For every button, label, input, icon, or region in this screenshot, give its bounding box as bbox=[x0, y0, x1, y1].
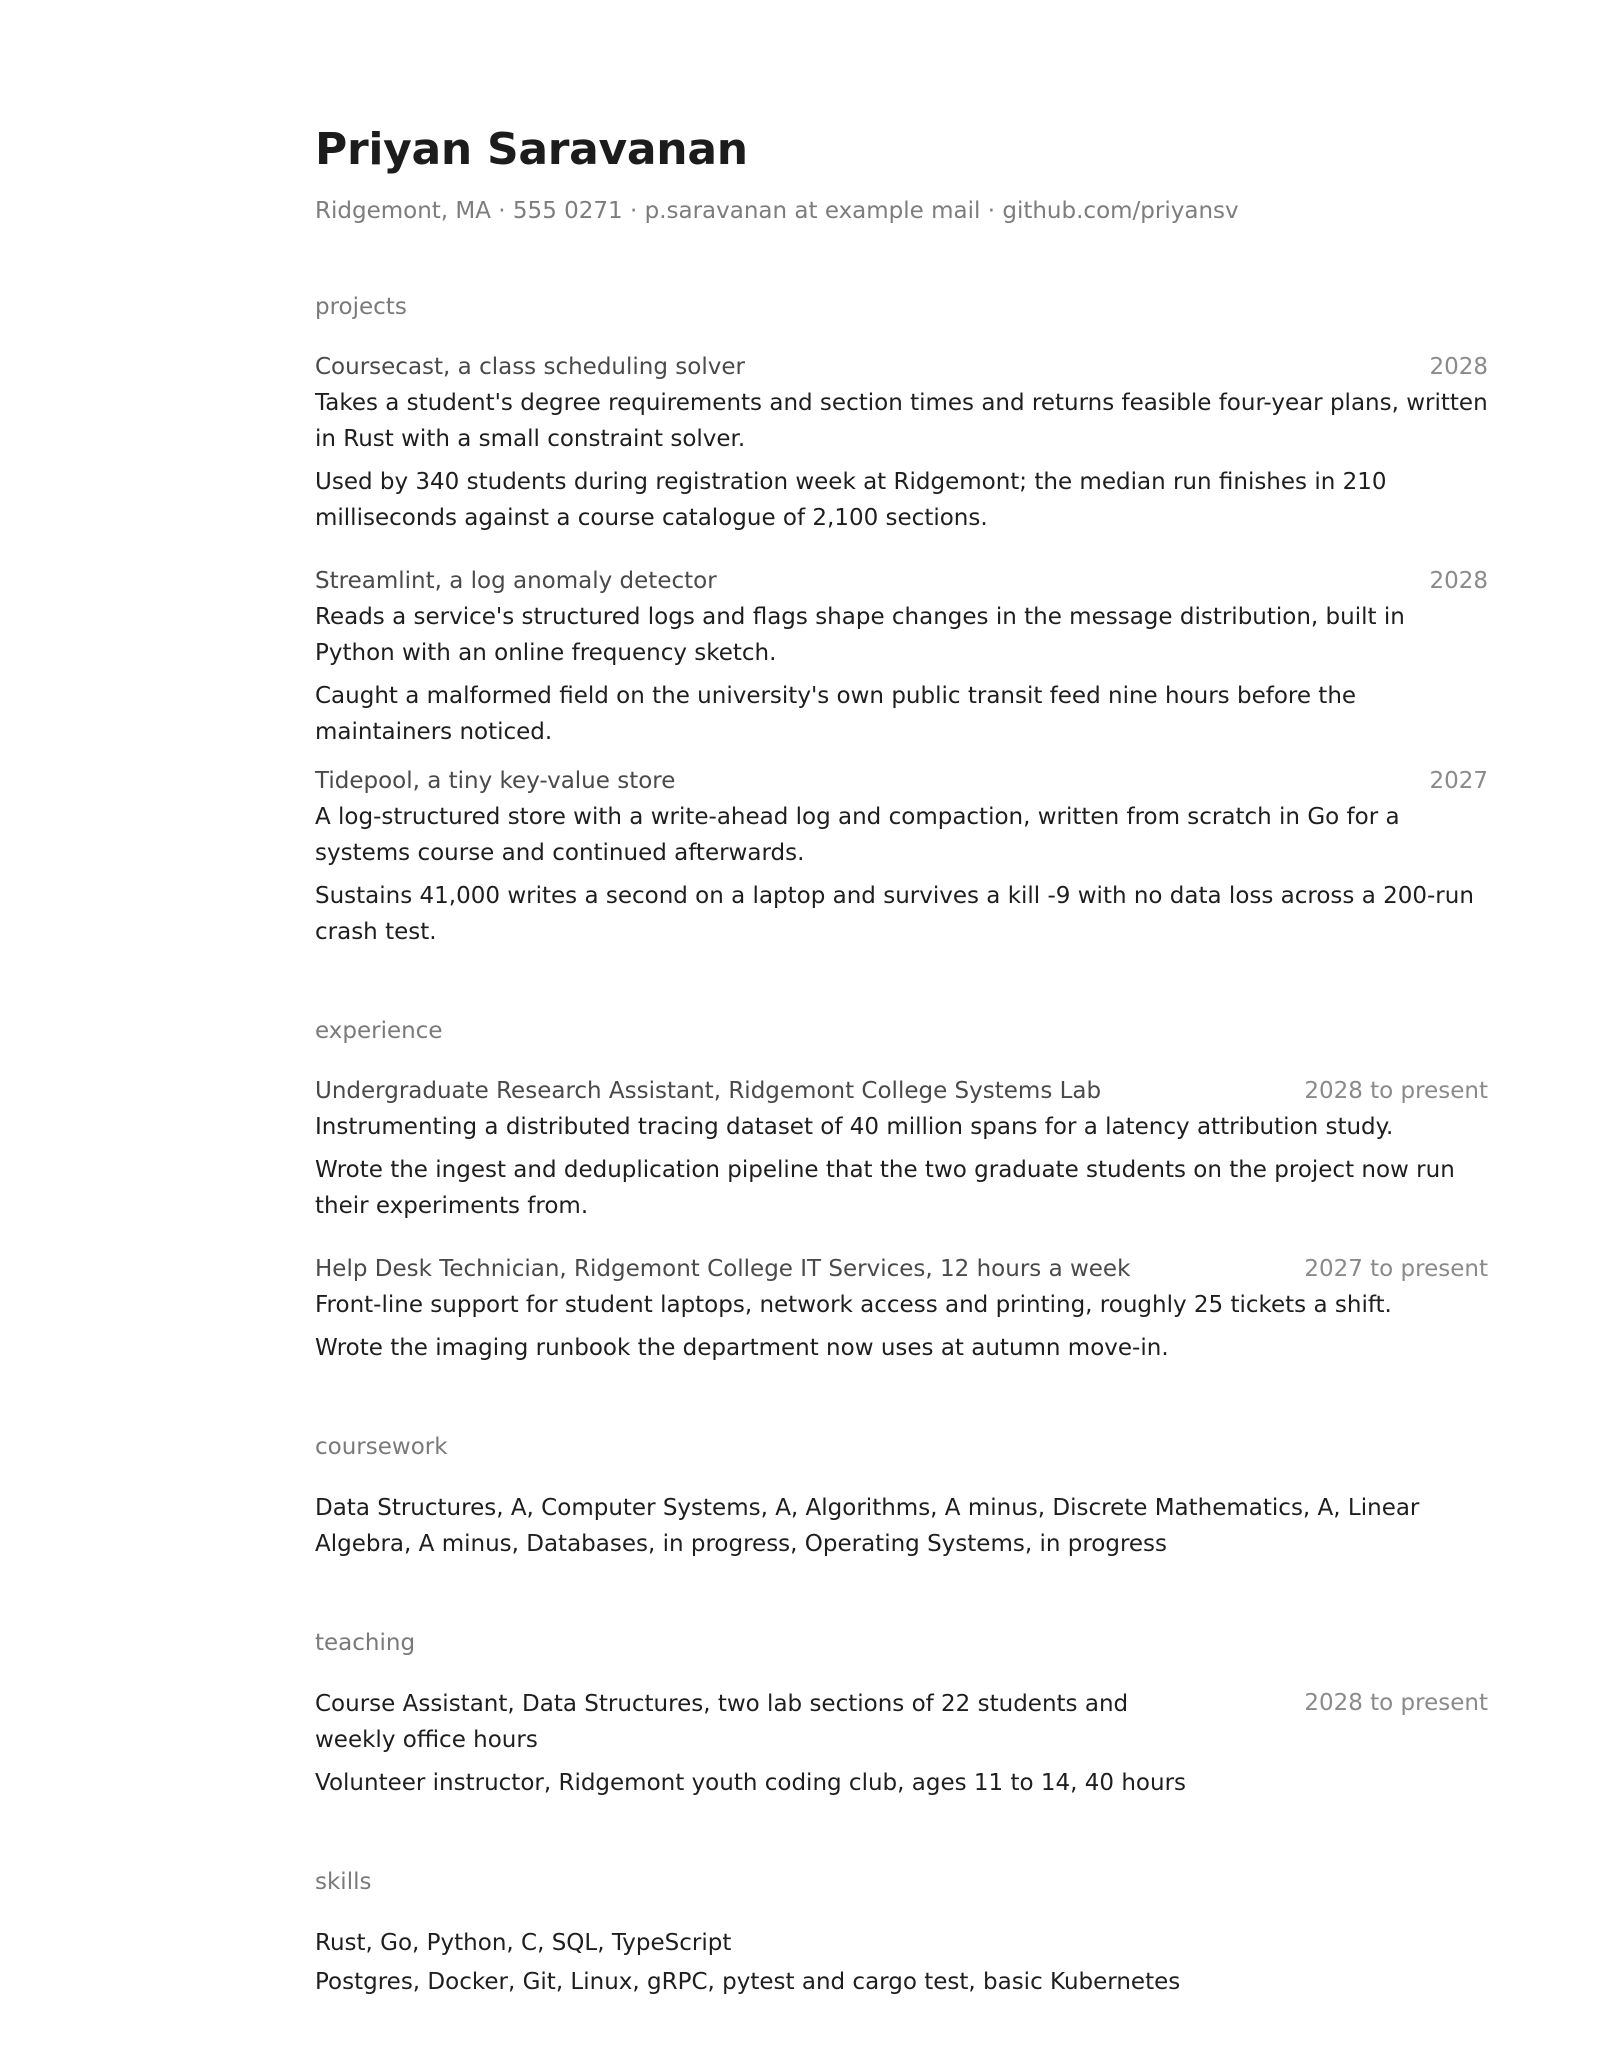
skills-section bbox=[315, 1867, 1488, 2000]
entry-header bbox=[315, 350, 1488, 385]
entry-title: Help Desk Technician, Ridgemont College IT Services, 12 hours a week bbox=[315, 1256, 1131, 1282]
entry-description: Front-line support for student laptops, network access and printing, roughly 25 tickets a shift. bbox=[315, 1292, 1392, 1318]
resume-header bbox=[315, 122, 1488, 226]
entry-date: 2028 bbox=[1429, 354, 1488, 380]
experience-entry bbox=[315, 1252, 1488, 1366]
candidate-name: Priyan Saravanan bbox=[315, 124, 748, 175]
entry-date: 2027 to present bbox=[1304, 1256, 1488, 1282]
teaching-entry bbox=[315, 1686, 1488, 1758]
entry-description: Instrumenting a distributed tracing dataset of 40 million spans for a latency attribution study. bbox=[315, 1114, 1394, 1140]
contact-line: Ridgemont, MA · 555 0271 · p.saravanan at example mail · github.com/priyansv bbox=[315, 198, 1239, 224]
entry-description: Wrote the imaging runbook the department now uses at autumn move-in. bbox=[315, 1335, 1169, 1361]
entry-description: Reads a service's structured logs and flags shape changes in the message distribution, built in Python with an online frequency sketch. bbox=[315, 604, 1405, 666]
entry-date: 2028 to present bbox=[1304, 1690, 1488, 1716]
section-title-experience: experience bbox=[315, 1018, 443, 1044]
entry-header bbox=[315, 1252, 1488, 1287]
coursework-list: Data Structures, A, Computer Systems, A, Algorithms, A minus, Discrete Mathematics, A, Linear Algebra, A minus, Databases, in progress, Operating Systems, in progress bbox=[315, 1495, 1420, 1557]
entry-header bbox=[315, 764, 1488, 799]
entry-title: Coursecast, a class scheduling solver bbox=[315, 354, 745, 380]
experience-entry bbox=[315, 1074, 1488, 1224]
entry-description: Course Assistant, Data Structures, two lab sections of 22 students and weekly office hours bbox=[315, 1691, 1129, 1753]
entry-date: 2027 bbox=[1429, 768, 1488, 794]
entry-title: Tidepool, a tiny key-value store bbox=[315, 768, 676, 794]
entry-description: Wrote the ingest and deduplication pipeline that the two graduate students on the project now run their experiments from. bbox=[315, 1157, 1455, 1219]
resume-content bbox=[315, 122, 1488, 2000]
entry-header bbox=[315, 1686, 1488, 1758]
entry-description: A log-structured store with a write-ahead log and compaction, written from scratch in Go for a systems course and continued afterwards. bbox=[315, 804, 1400, 866]
skills-tools: Postgres, Docker, Git, Linux, gRPC, pytest and cargo test, basic Kubernetes bbox=[315, 1969, 1181, 1995]
projects-section bbox=[315, 292, 1488, 950]
section-title-coursework: coursework bbox=[315, 1434, 448, 1460]
entry-date: 2028 bbox=[1429, 568, 1488, 594]
entry-header bbox=[315, 1074, 1488, 1109]
section-title-projects: projects bbox=[315, 294, 407, 320]
section-title-teaching: teaching bbox=[315, 1630, 416, 1656]
entry-description: Sustains 41,000 writes a second on a laptop and survives a kill -9 with no data loss across a 200-run crash test. bbox=[315, 883, 1474, 945]
entry-description: Caught a malformed field on the university's own public transit feed nine hours before the maintainers noticed. bbox=[315, 683, 1357, 745]
coursework-section bbox=[315, 1432, 1488, 1562]
entry-header bbox=[315, 564, 1488, 599]
teaching-entry bbox=[315, 1765, 1488, 1801]
project-entry bbox=[315, 350, 1488, 536]
teaching-section bbox=[315, 1628, 1488, 1801]
entry-date: 2028 to present bbox=[1304, 1078, 1488, 1104]
entry-description: Used by 340 students during registration week at Ridgemont; the median run finishes in 210 milliseconds against a course catalogue of 2,100 sections. bbox=[315, 469, 1387, 531]
entry-title: Undergraduate Research Assistant, Ridgemont College Systems Lab bbox=[315, 1078, 1102, 1104]
entry-description: Takes a student's degree requirements and section times and returns feasible four-year plans, written in Rust with a small constraint solver. bbox=[315, 390, 1488, 452]
project-entry bbox=[315, 764, 1488, 950]
section-title-skills: skills bbox=[315, 1869, 372, 1895]
entry-title: Streamlint, a log anomaly detector bbox=[315, 568, 717, 594]
entry-description: Volunteer instructor, Ridgemont youth coding club, ages 11 to 14, 40 hours bbox=[315, 1770, 1187, 1796]
project-entry bbox=[315, 564, 1488, 750]
skills-languages: Rust, Go, Python, C, SQL, TypeScript bbox=[315, 1930, 732, 1956]
experience-section bbox=[315, 1016, 1488, 1366]
